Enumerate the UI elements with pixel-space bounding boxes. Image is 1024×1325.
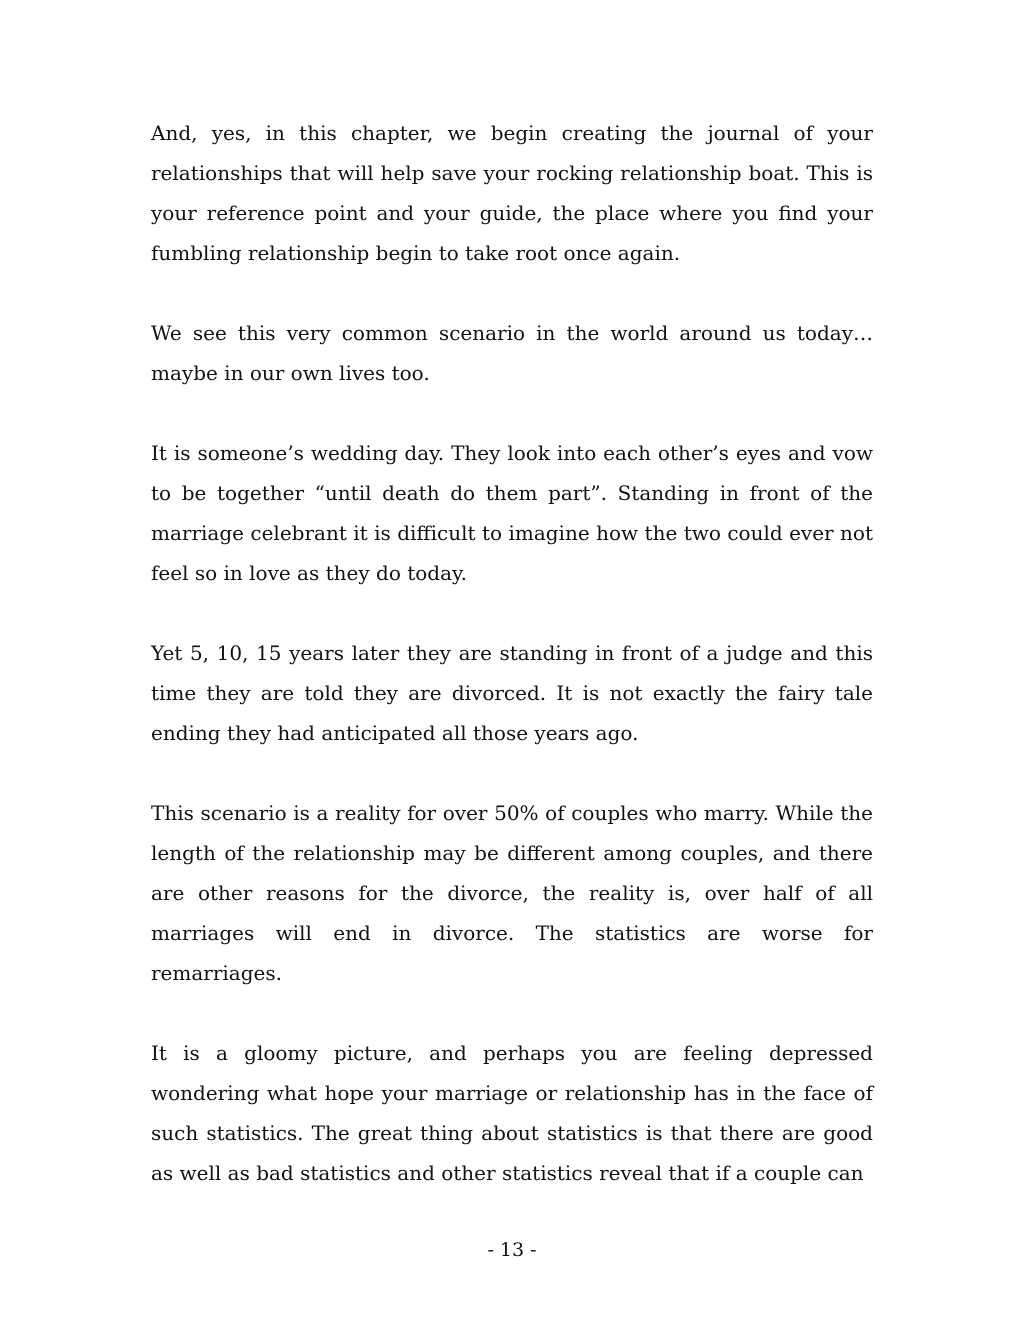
paragraph-wedding-day: It is someone’s wedding day. They look into each other’s eyes and vow to be together “until death do them part”. Standing in front of the marriage celebrant it is difficult to imagine how the two could ever not feel so in love as they do today. — [151, 441, 873, 585]
paragraph-journal-intro: And, yes, in this chapter, we begin creating the journal of your relationships that will help save your rocking relationship boat. This is your reference point and your guide, the place where you find your fumbling relationship begin to take root once again. — [151, 121, 873, 265]
paragraph-divorce-statistics: This scenario is a reality for over 50% of couples who marry. While the length of the relationship may be different among couples, and there are other reasons for the divorce, the reality is, over half of all marriages will end in divorce. The statistics are worse for remarriages. — [151, 801, 873, 985]
paragraph-gloomy-picture: It is a gloomy picture, and perhaps you are feeling depressed wondering what hope your marriage or relationship has in the face of such statistics. The great thing about statistics is that there are good as well as bad statistics and other statistics reveal that if a couple can — [151, 1041, 873, 1185]
body-text — [151, 113, 873, 1233]
paragraph-years-later: Yet 5, 10, 15 years later they are standing in front of a judge and this time they are told they are divorced. It is not exactly the fairy tale ending they had anticipated all those years ago. — [151, 641, 873, 745]
page-number: - 13 - — [487, 1239, 537, 1261]
paragraph-common-scenario: We see this very common scenario in the world around us today… maybe in our own lives too. — [151, 321, 873, 385]
